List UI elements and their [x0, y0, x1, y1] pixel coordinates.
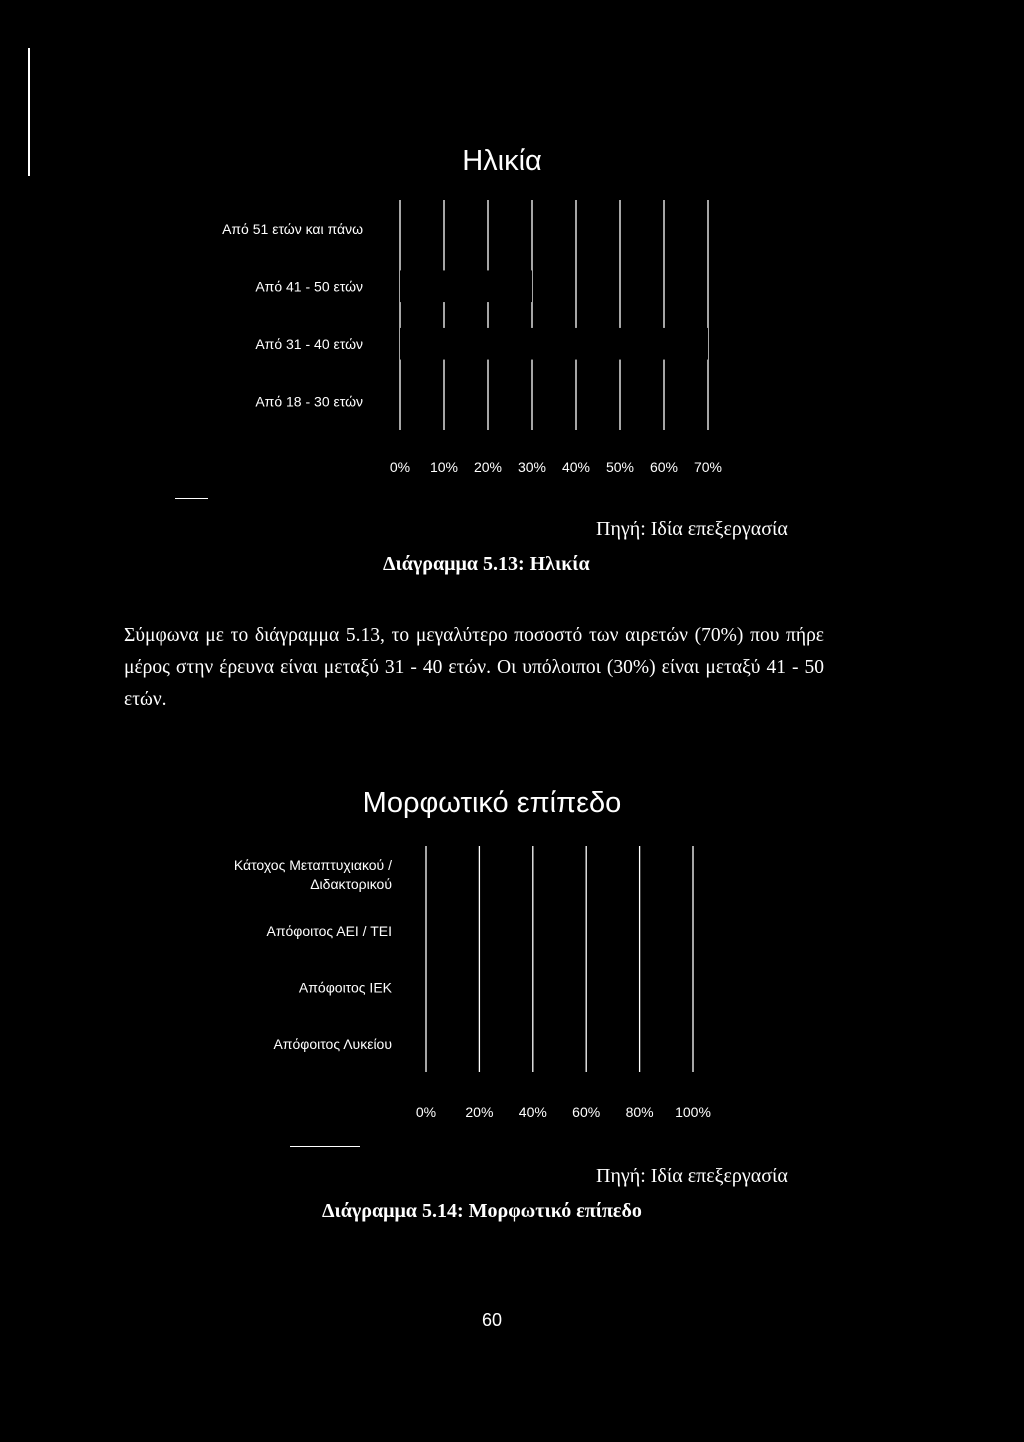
education-chart-category-label: Κάτοχος Μεταπτυχιακού /	[233, 856, 392, 873]
age-chart-source: Πηγή: Ιδία επεξεργασία	[596, 518, 788, 540]
age-chart-x-tick-label: 40%	[561, 459, 591, 475]
age-chart-title: Ηλικία	[462, 145, 542, 177]
age-chart-x-tick-label: 60%	[649, 459, 679, 475]
age-chart-x-tick-label: 30%	[517, 459, 547, 475]
age-chart-caption: Διάγραμμα 5.13: Ηλικία	[383, 553, 590, 575]
education-chart-x-tick-label: 80%	[625, 1104, 654, 1120]
education-chart-source: Πηγή: Ιδία επεξεργασία	[596, 1165, 788, 1187]
age-chart-category-label: Από 31 - 40 ετών	[255, 335, 363, 352]
chart-divider-rule-2	[290, 1146, 360, 1147]
education-chart-x-tick-label: 20%	[465, 1104, 494, 1120]
age-chart-x-tick-label: 70%	[693, 459, 723, 475]
education-chart-title: Μορφωτικό επίπεδο	[362, 787, 622, 819]
age-chart-category-label: Από 41 - 50 ετών	[255, 278, 363, 295]
education-chart-caption: Διάγραμμα 5.14: Μορφωτικό επίπεδο	[322, 1200, 642, 1222]
body-paragraph: Σύμφωνα με το διάγραμμα 5.13, το μεγαλύτερο ποσοστό των αιρετών (70%) που πήρε μέρος στην έρευνα είναι μεταξύ 31 - 40 ετών. Οι υπόλοιποι (30%) είναι μεταξύ 41 - 50 ετών.	[124, 625, 824, 710]
age-chart-x-tick-label: 0%	[389, 459, 411, 475]
education-chart-x-tick-label: 40%	[518, 1104, 547, 1120]
age-chart-x-tick-label: 20%	[473, 459, 503, 475]
age-chart-x-tick-label: 10%	[429, 459, 459, 475]
education-chart-category-label: Απόφοιτος ΙΕΚ	[298, 979, 392, 996]
age-chart-category-label: Από 18 - 30 ετών	[255, 393, 363, 410]
education-chart-x-tick-label: 100%	[675, 1104, 711, 1120]
education-chart-category-label: Απόφοιτος ΑΕΙ / ΤΕΙ	[266, 922, 392, 939]
age-chart-category-label: Από 51 ετών και πάνω	[222, 220, 363, 237]
education-chart-x-tick-label: 60%	[572, 1104, 601, 1120]
education-chart-category-label: Διδακτορικού	[310, 875, 392, 892]
education-chart-x-tick-label: 0%	[415, 1104, 437, 1120]
page-number: 60	[481, 1310, 503, 1330]
education-chart-category-label: Απόφοιτος Λυκείου	[273, 1035, 392, 1052]
age-chart-x-tick-label: 50%	[605, 459, 635, 475]
